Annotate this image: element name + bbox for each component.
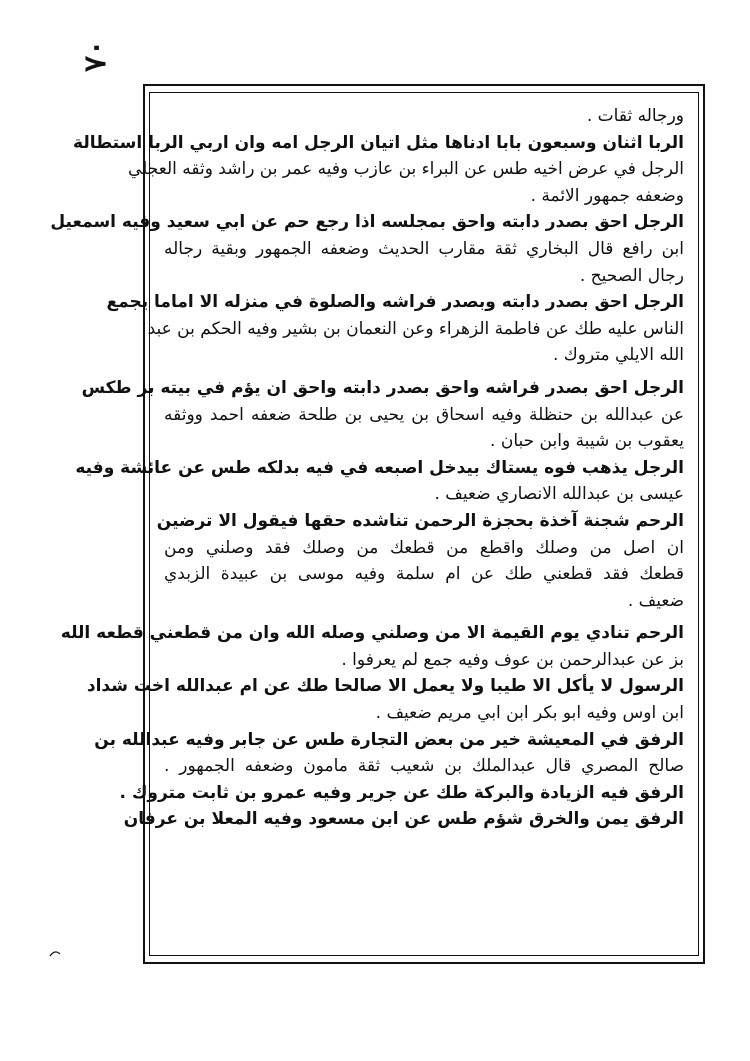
text-line: الربا اثنان وسبعون بابا ادناها مثل اتيان الرجل امه وان اربي الربا استطالة [73,132,684,153]
text-line: الرجل احق بصدر فراشه واحق بصدر دابته واحق ان يؤم في بيته بز طكس [81,377,684,398]
text-line: رجال الصحيح . [579,265,684,286]
manuscript-text [50,103,684,945]
text-line: الرجل يذهب فوه يستاك بيدخل اصبعه في فيه بدلكه طس عن عائشة وفيه [75,457,684,478]
text-line: عيسى بن عبدالله الانصاري ضعيف . [434,484,684,505]
text-line: الرجل احق بصدر دابته وبصدر فراشه والصلوة في منزله الا اماما يجمع [106,292,684,313]
text-line: ابن اوس وفيه ابو بكر ابن ابي مريم ضعيف . [375,703,684,724]
text-line: بز عن عبدالرحمن بن عوف وفيه جمع لم يعرفوا . [341,649,684,670]
text-line: الرفق في المعيشة خير من بعض التجارة طس عن جابر وفيه عبدالله بن [94,729,684,750]
text-line: الرحم تنادي يوم القيمة الا من وصلني وصله الله وان من قطعني قطعه الله [60,623,684,644]
text-line: الرفق فيه الزيادة والبركة طك عن جرير وفيه عمرو بن ثابت متروك . [119,782,684,803]
text-line: ان اصل من وصلك واقطع من قطعك من وصلك فقد وصلني ومن [164,537,684,558]
text-line: الرحم شجنة آخذة بحجزة الرحمن تناشده حقها فيقول الا ترضين [156,510,684,531]
text-line: الناس عليه طك عن فاطمة الزهراء وعن النعمان بن بشير وفيه الحكم بن عبد [147,318,684,339]
page-frame-inner [50,92,699,956]
catchword-mark [48,948,62,958]
text-line: صالح المصري قال عبدالملك بن شعيب ثقة مامون وضعفه الجمهور . [164,756,684,777]
text-line: قطعك فقد قطعني طك عن ام سلمة وفيه موسى بن عبيدة الزبدي [164,564,684,585]
page-number: ٧٠ [78,39,113,72]
text-line: الله الايلي متروك . [552,345,684,366]
text-line: وضعفه جمهور الائمة . [530,185,684,206]
text-line: الرجل احق بصدر دابته واحق بمجلسه اذا رجع حم عن ابي سعيد وفيه اسمعيل [50,212,684,233]
text-line: ورجاله ثقات . [586,106,684,126]
text-line: الرجل في عرض اخيه طس عن البراء بن عازب وفيه عمر بن راشد وثقه العجلي [127,159,684,180]
page-frame [50,84,705,964]
text-line: الرسول لا يأكل الا طيبا ولا يعمل الا صالحا طك عن ام عبدالله اخت شداد [86,676,684,697]
text-line: الرفق يمن والخرق شؤم طس عن ابن مسعود وفيه المعلا بن عرفان [123,809,684,830]
text-line: عن عبدالله بن حنظلة وفيه اسحاق بن يحيى بن طلحة ضعفه احمد ووثقه [164,404,684,425]
text-line: ابن رافع قال البخاري ثقة مقارب الحديث وضعفه الجمهور وبقية رجاله [164,238,684,259]
text-line: ضعيف . [627,590,684,611]
text-line: يعقوب بن شيبة وابن حبان . [490,431,684,452]
